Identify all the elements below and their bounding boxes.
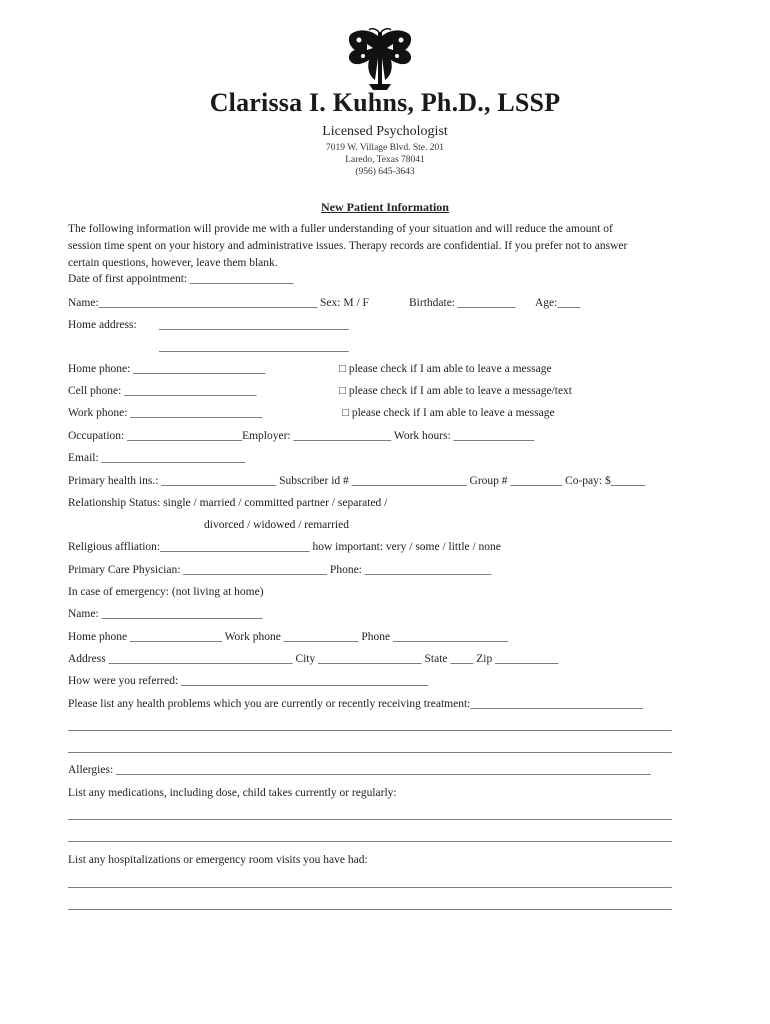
birthdate-field[interactable]: Birthdate: __________ [409, 297, 516, 309]
relationship-status-line-2[interactable]: divorced / widowed / remarried [204, 519, 349, 531]
hospitalizations-label: List any hospitalizations or emergency room visits you have had: [68, 854, 368, 866]
religious-affiliation-field[interactable]: Religious affliation:__________________________ how important: very / some / little / none [68, 541, 501, 553]
health-problems-field[interactable]: Please list any health problems which you are currently or recently receiving treatment:______________________________ [68, 698, 643, 710]
age-field[interactable]: Age:____ [535, 297, 581, 309]
home-address-field-2[interactable]: _________________________________ [159, 341, 349, 353]
address-line-1: 7019 W. Village Blvd. Ste. 201 [325, 143, 444, 153]
medications-label: List any medications, including dose, child takes currently or regularly: [68, 787, 397, 799]
practitioner-name: Clarissa I. Kuhns, Ph.D., LSSP [209, 88, 561, 117]
work-phone-field[interactable]: Work phone: _______________________ [68, 407, 263, 419]
butterfly-emblem-icon [345, 28, 415, 90]
emergency-contact-label: In case of emergency: (not living at home) [68, 586, 264, 598]
occupation-employer-field[interactable]: Occupation: ____________________Employer: _________________ Work hours: ______________ [68, 430, 535, 442]
section-title: New Patient Information [321, 200, 449, 214]
email-field[interactable]: Email: _________________________ [68, 452, 246, 464]
first-appointment-field[interactable]: Date of first appointment: __________________ [68, 273, 294, 285]
cell-phone-message-checkbox[interactable]: □ please check if I am able to leave a message/text [339, 385, 573, 397]
emergency-phones-field[interactable]: Home phone ________________ Work phone _____________ Phone ____________________ [68, 631, 508, 643]
medications-line-2[interactable]: _________________________________________________________________________________________________________ [68, 831, 672, 843]
address-line-2: Laredo, Texas 78041 [345, 155, 425, 165]
cell-phone-field[interactable]: Cell phone: _______________________ [68, 385, 257, 397]
intro-line-2: session time spent on your history and administrative issues. Therapy records are confidential. If you prefer not to answer [68, 240, 628, 252]
practitioner-title: Licensed Psychologist [322, 124, 448, 139]
intro-line-3: certain questions, however, leave them blank. [68, 257, 278, 269]
health-problems-line-2[interactable]: _________________________________________________________________________________________________________ [68, 720, 672, 732]
health-problems-line-3[interactable]: _________________________________________________________________________________________________________ [68, 742, 672, 754]
primary-care-physician-field[interactable]: Primary Care Physician: _________________________ Phone: ______________________ [68, 564, 492, 576]
home-phone-field[interactable]: Home phone: _______________________ [68, 363, 266, 375]
home-address-label: Home address: [68, 319, 137, 331]
work-phone-message-checkbox[interactable]: □ please check if I am able to leave a message [342, 407, 555, 419]
hospitalizations-line-1[interactable]: _________________________________________________________________________________________________________ [68, 877, 672, 889]
home-phone-message-checkbox[interactable]: □ please check if I am able to leave a message [339, 363, 552, 375]
referral-field[interactable]: How were you referred: ___________________________________________ [68, 675, 429, 687]
phone-number: (956) 645-3643 [355, 167, 415, 177]
emergency-address-field[interactable]: Address ________________________________ City __________________ State ____ Zip ___________ [68, 653, 559, 665]
name-sex-field[interactable]: Name:______________________________________ Sex: M / F [68, 297, 369, 309]
hospitalizations-line-2[interactable]: _________________________________________________________________________________________________________ [68, 899, 672, 911]
intro-line-1: The following information will provide me with a fuller understanding of your situation and will reduce the amount of [68, 223, 613, 235]
emergency-name-field[interactable]: Name: ____________________________ [68, 608, 263, 620]
insurance-field[interactable]: Primary health ins.: ____________________ Subscriber id # ____________________ Group # _________ Co-pay: $______ [68, 475, 646, 487]
allergies-field[interactable]: Allergies: _____________________________________________________________________________________________ [68, 764, 651, 776]
home-address-field-1[interactable]: _________________________________ [159, 319, 349, 331]
medications-line-1[interactable]: _________________________________________________________________________________________________________ [68, 809, 672, 821]
relationship-status-line-1[interactable]: Relationship Status: single / married / committed partner / separated / [68, 497, 388, 509]
